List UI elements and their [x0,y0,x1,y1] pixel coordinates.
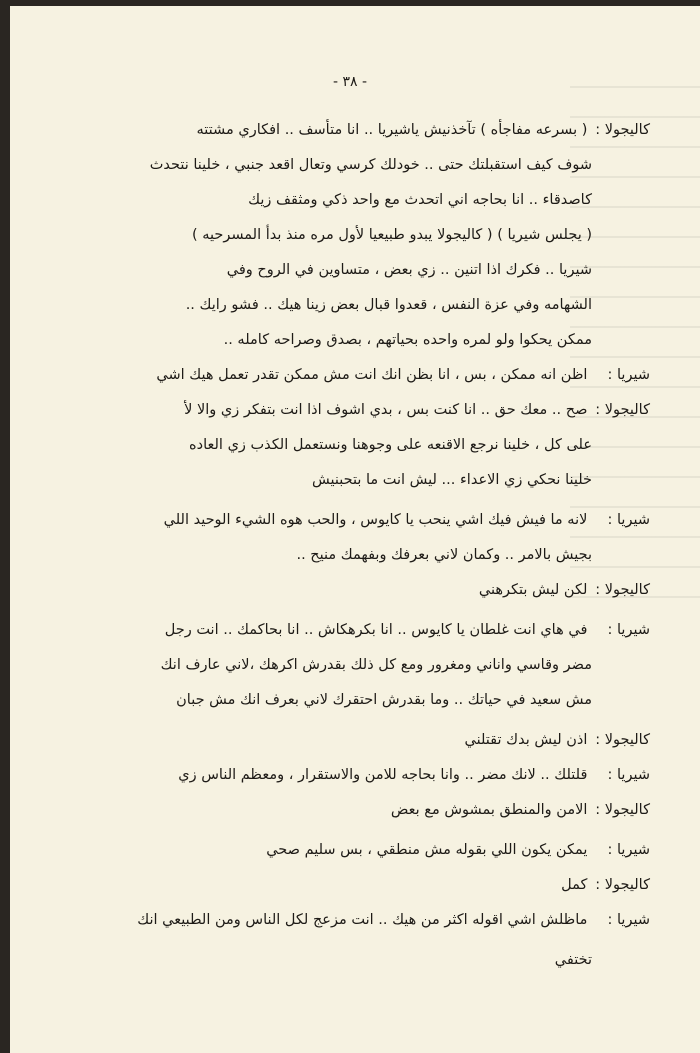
dialogue-line [266,840,650,860]
line-text: لكن ليش بتكرهني [478,582,588,598]
dialogue-line [164,510,650,530]
dialogue-continuation [176,690,592,710]
dialogue-line [165,620,650,640]
line-text: ماظلش اشي اقوله اكثر من هيك .. انت مزعج لكل الناس ومن الطبيعي انك [137,912,588,928]
speaker-name: كاليجولا : [595,402,650,418]
dialogue-continuation [161,655,592,675]
line-text: بجيش بالامر .. وكمان لاني بعرفك وبفهمك منيح .. [296,547,592,563]
line-text: مضر وقاسي واناني ومغرور ومع كل ذلك بقدرش اكرهك ،لاني عارف انك [160,657,592,673]
line-text: صح .. معك حق .. انا كنت بس ، بدي اشوف اذا انت بتفكر زي والا لأ [184,402,588,418]
dialogue-continuation [227,260,592,280]
dialogue-line [391,800,650,820]
line-text: الامن والمنطق بمشوش مع بعض [390,802,588,818]
dialogue-continuation [186,295,592,315]
line-text: في هاي انت غلطان يا كايوس .. انا بكرهكاش .. انا بحاكمك .. انت رجل [164,622,588,638]
line-text: تختفي [554,952,592,968]
dialogue-continuation [248,190,592,210]
dialogue-line [561,875,650,895]
speaker-name: كاليجولا : [595,732,650,748]
line-text: لانه ما فيش فيك اشي ينحب يا كايوس ، والحب هوه الشيء الوحيد اللي [163,512,588,528]
speaker-name: كاليجولا : [595,122,650,138]
line-text: الشهامه وفي عزة النفس ، قعدوا قبال بعض زينا هيك .. فشو رايك .. [185,297,592,313]
dialogue-line [178,765,650,785]
line-text: اظن انه ممكن ، بس ، انا بظن انك انت مش ممكن تقدر تعمل هيك اشي [156,367,588,383]
line-text: كاصدقاء .. انا بحاجه اني اتحدث مع واحد ذكي ومثقف زيك [248,192,592,208]
dialogue-continuation [312,470,592,490]
dialogue-continuation [224,330,592,350]
line-text: قلتلك .. لانك مضر .. وانا بحاجه للامن والاستقرار ، ومعظم الناس زي [178,767,588,783]
line-text: ممكن يحكوا ولو لمره واحده بحياتهم ، بصدق وصراحه كامله .. [223,332,592,348]
dialogue-continuation [192,225,592,245]
speaker-name: شيريا : [607,767,650,783]
speaker-name: شيريا : [607,842,650,858]
speaker-name: كاليجولا : [595,877,650,893]
speaker-name: شيريا : [607,367,650,383]
dialogue-line [156,365,650,385]
dialogue-line [197,120,650,140]
line-text: شوف كيف استقبلتك حتى .. خودلك كرسي وتعال اقعد جنبي ، خلينا نتحدث [149,157,592,173]
dialogue-line [479,580,650,600]
line-text: اذن ليش بدك تقتلني [464,732,588,748]
line-text: خلينا نحكي زي الاعداء ... ليش انت ما بتحبنيش [311,472,592,488]
speaker-name: شيريا : [607,622,650,638]
line-text: يمكن يكون اللي بقوله مش منطقي ، بس سليم صحي [266,842,588,858]
line-text: على كل ، خلينا نرجع الاقنعه على وجوهنا ونستعمل الكذب زي العاده [189,437,592,453]
dialogue-continuation [150,155,592,175]
speaker-name: كاليجولا : [595,582,650,598]
speaker-name: شيريا : [607,912,650,928]
page-number: - ٣٨ - [332,74,368,90]
dialogue-line [184,400,650,420]
speaker-name: كاليجولا : [595,802,650,818]
line-text: ( بسرعه مفاجأه ) تآخذنيش ياشيريا .. انا متأسف .. افكاري مشتته [196,122,588,138]
dialogue-line [137,910,650,930]
dialogue-line [465,730,650,750]
line-text: مش سعيد في حياتك .. وما بقدرش احتقرك لاني بعرف انك مش جبان [176,692,592,708]
speaker-name: شيريا : [607,512,650,528]
line-text: شيريا .. فكرك اذا اتنين .. زي بعض ، متساوين في الروح وفي [226,262,592,278]
dialogue-continuation [189,435,592,455]
line-text: كمل [561,877,588,893]
dialogue-continuation [555,950,592,970]
dialogue-continuation [296,545,592,565]
line-text: ( يجلس شيريا ) ( كاليجولا يبدو طبيعيا لأول مره منذ بدأ المسرحيه ) [191,227,592,243]
